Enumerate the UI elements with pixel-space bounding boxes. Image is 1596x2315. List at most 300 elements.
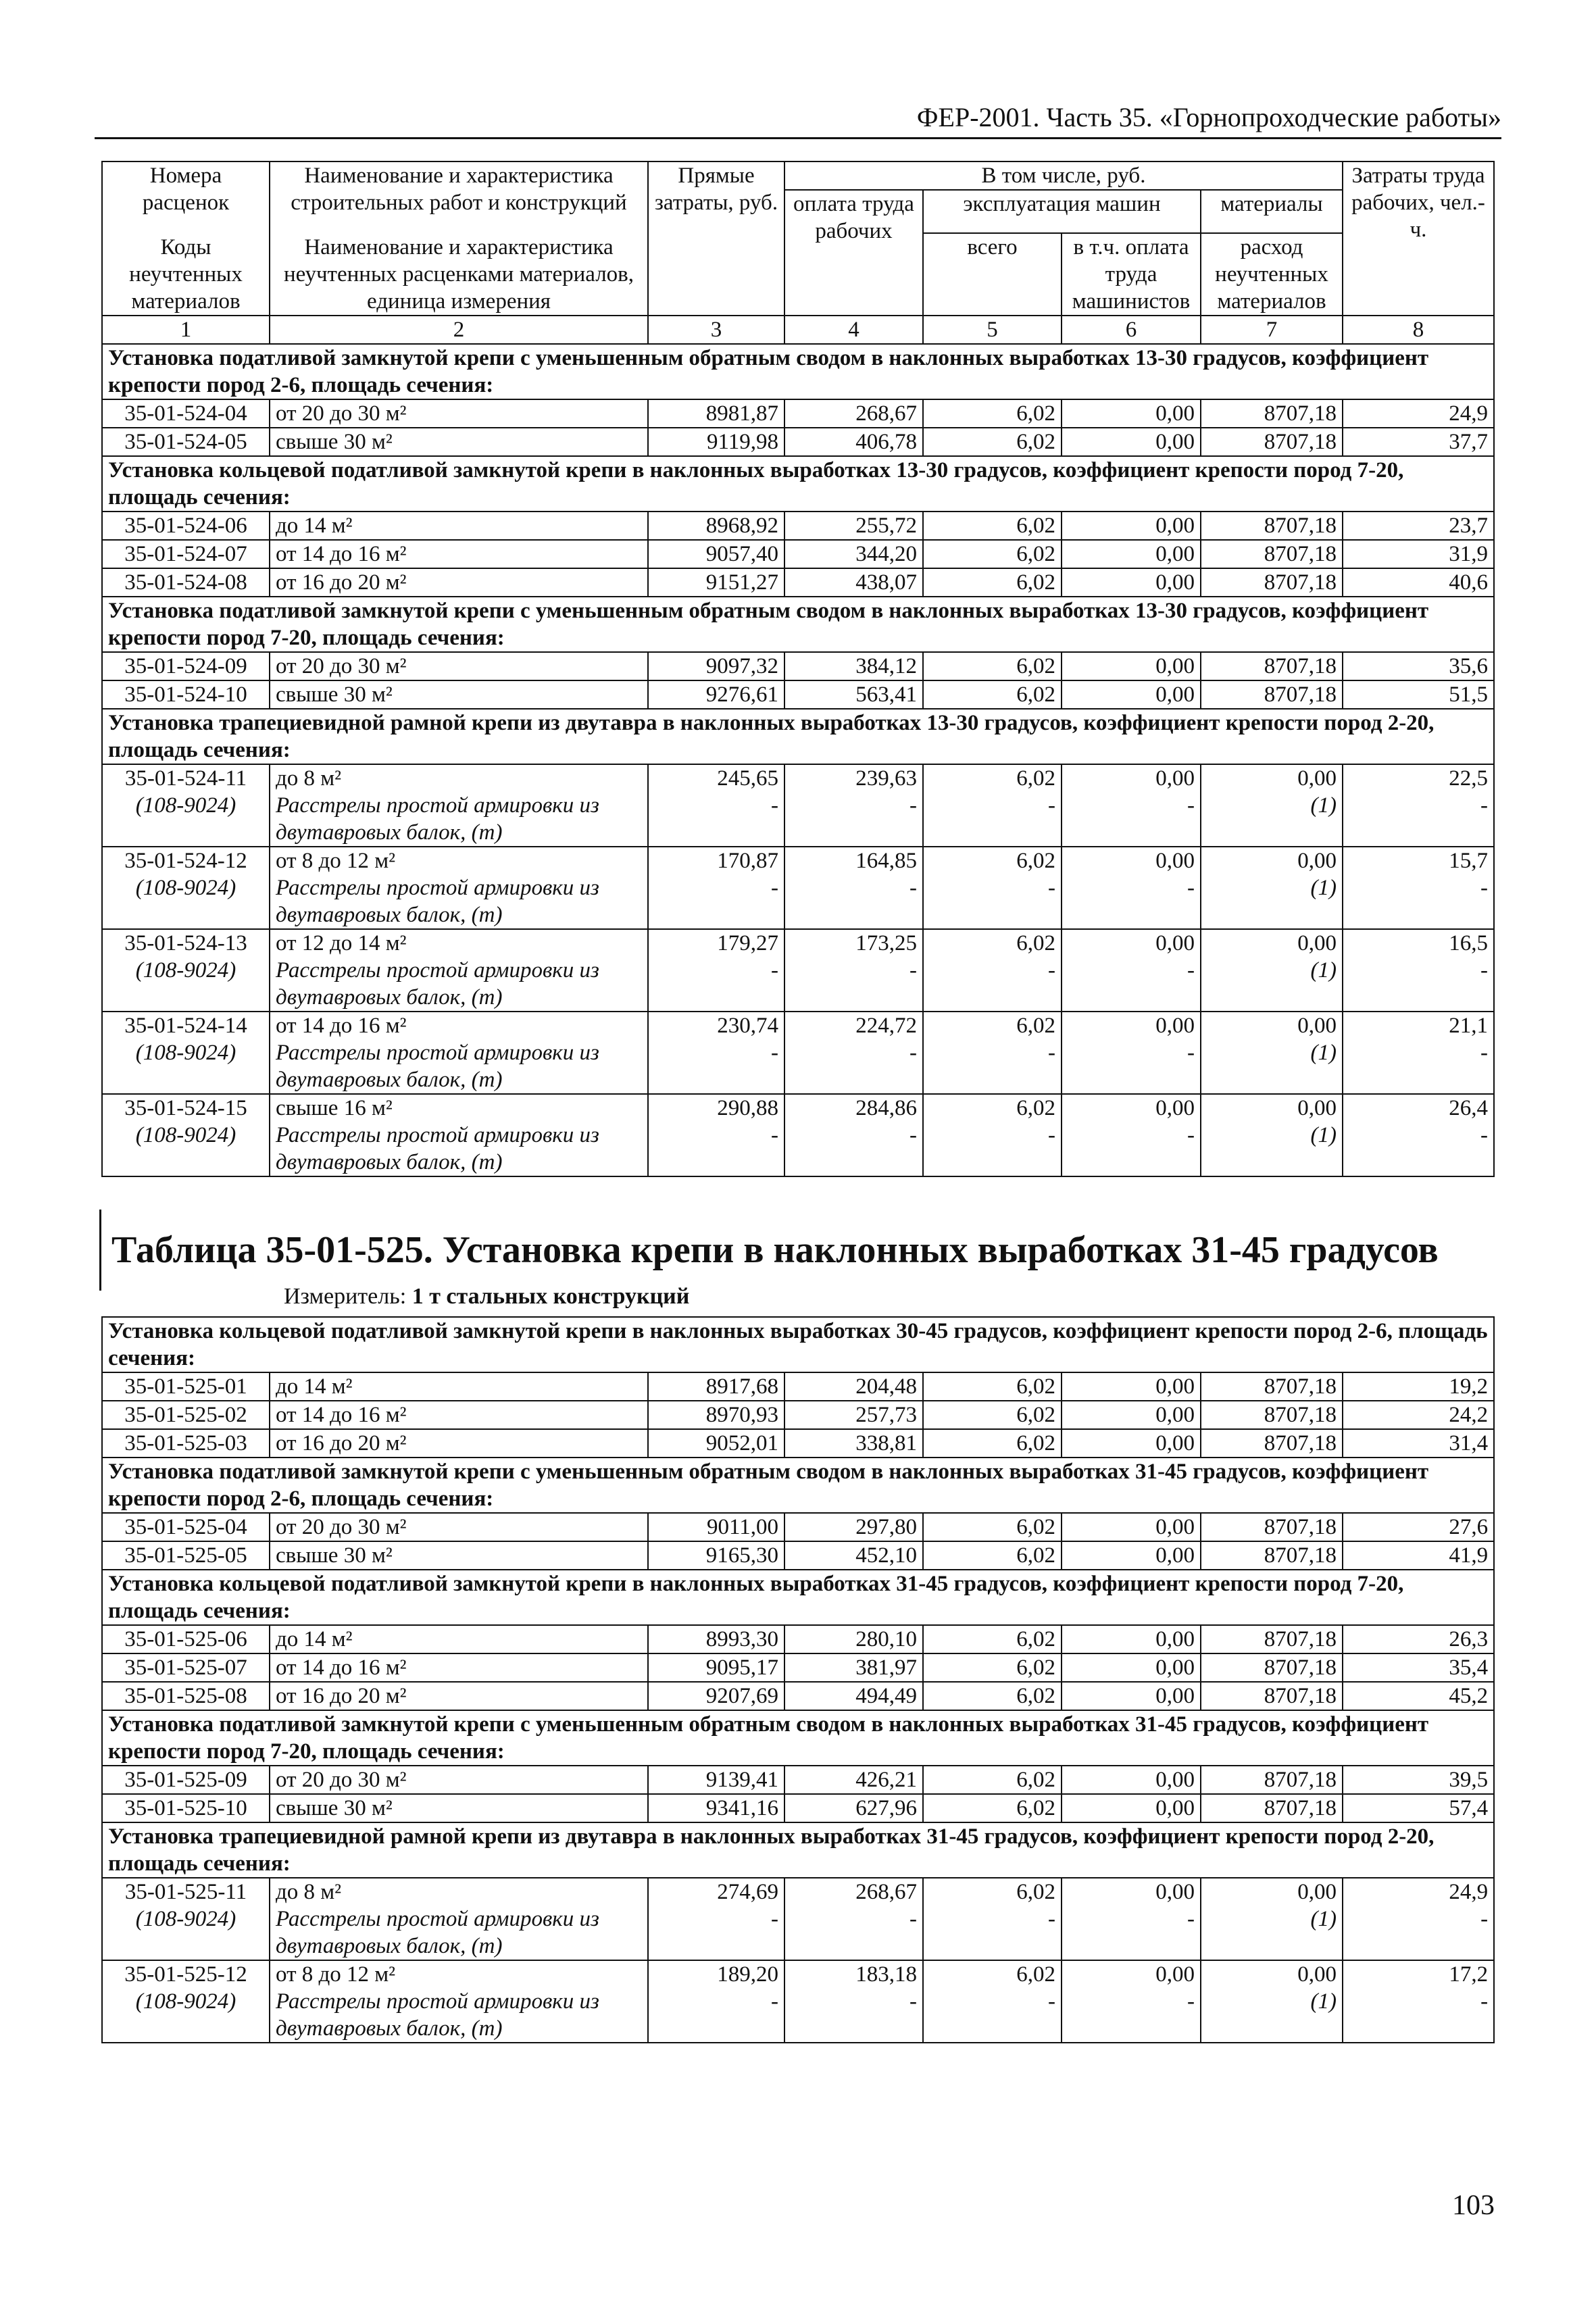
rate-row	[102, 1541, 1494, 1570]
rate-value	[923, 1541, 1062, 1570]
material-name: Расстрелы простой армировки из двутавровых балок, (т)	[276, 876, 599, 927]
rate-row	[102, 1401, 1494, 1429]
rate-value	[1062, 929, 1201, 1012]
rate-value-text: 8917,68	[705, 1374, 778, 1399]
rate-value	[1201, 1513, 1343, 1541]
rate-value-text: 0,00	[1297, 1096, 1337, 1120]
material-quantity: (1)	[1310, 1123, 1337, 1147]
rate-value	[784, 399, 923, 428]
rate-value	[784, 1625, 923, 1653]
rate-value	[1201, 1012, 1343, 1094]
header-codes-top: Номера расценок	[142, 164, 230, 215]
header-machines: эксплуатация машин	[923, 190, 1201, 233]
material-dash: -	[1480, 1123, 1489, 1147]
rate-value	[1343, 1794, 1494, 1822]
rate-value-text: 494,49	[855, 1684, 917, 1708]
rate-name-value: свыше 30 м²	[276, 1543, 393, 1568]
rate-value-text: 384,12	[855, 654, 917, 678]
rate-name	[270, 1429, 648, 1458]
rate-value	[1201, 764, 1343, 847]
section-heading-row	[102, 1822, 1494, 1878]
rate-value	[1062, 568, 1201, 597]
material-dash: -	[1187, 876, 1195, 900]
rate-value	[1201, 1625, 1343, 1653]
rate-code-value: 35-01-525-09	[124, 1768, 247, 1792]
material-dash: -	[1187, 958, 1195, 982]
rate-name	[270, 1513, 648, 1541]
rate-value-text: 297,80	[855, 1515, 917, 1539]
rate-value	[648, 1372, 784, 1401]
rate-value-text: 6,02	[1016, 514, 1055, 538]
rate-value-text: 9119,98	[706, 430, 778, 454]
rate-code-value: 35-01-525-07	[124, 1656, 247, 1680]
section-heading-row	[102, 344, 1494, 399]
rate-value	[784, 1541, 923, 1570]
rate-value	[648, 929, 784, 1012]
rate-row	[102, 1878, 1494, 1960]
rate-value-text: 8981,87	[705, 401, 778, 426]
rate-code	[102, 1878, 270, 1960]
rate-name	[270, 1012, 648, 1094]
rate-value-text: 173,25	[855, 931, 917, 955]
rate-code	[102, 929, 270, 1012]
section-heading: Установка трапециевидной рамной крепи из двутавра в наклонных выработках 31-45 градусов, коэффициент крепости пород 2-20, площадь сечения:	[102, 1822, 1494, 1878]
rate-code-value: 35-01-524-10	[124, 682, 247, 707]
rate-value-text: 0,00	[1155, 654, 1195, 678]
rate-value	[784, 1960, 923, 2043]
rate-code	[102, 1653, 270, 1682]
rate-value-text: 8707,18	[1264, 1374, 1337, 1399]
rate-value-text: 17,2	[1449, 1962, 1489, 1987]
rate-value-text: 8707,18	[1264, 1431, 1337, 1455]
rate-value-text: 0,00	[1155, 1962, 1195, 1987]
rate-name	[270, 399, 648, 428]
rate-value-text: 189,20	[717, 1962, 778, 1987]
rate-value	[1343, 1513, 1494, 1541]
rate-value-text: 344,20	[855, 542, 917, 566]
rate-value	[1062, 1653, 1201, 1682]
rate-value	[648, 1429, 784, 1458]
header-names-top: Наименование и характеристика строительных работ и конструкций	[291, 164, 627, 215]
rate-row	[102, 399, 1494, 428]
rate-code	[102, 652, 270, 680]
rate-value	[784, 1682, 923, 1710]
rate-code	[102, 1401, 270, 1429]
rate-value	[784, 764, 923, 847]
rate-value-text: 0,00	[1155, 1880, 1195, 1904]
rate-value	[923, 1766, 1062, 1794]
rate-value	[1201, 1794, 1343, 1822]
material-name: Расстрелы простой армировки из двутавровых балок, (т)	[276, 1041, 599, 1092]
rate-value-text: 563,41	[855, 682, 917, 707]
rate-value	[1343, 680, 1494, 709]
rate-code	[102, 540, 270, 568]
rate-value	[784, 1513, 923, 1541]
rate-name	[270, 1766, 648, 1794]
rate-value-text: 31,9	[1449, 542, 1489, 566]
rate-value	[1343, 399, 1494, 428]
rate-row	[102, 1429, 1494, 1458]
rate-value	[1343, 512, 1494, 540]
rate-value	[1062, 847, 1201, 929]
rate-value-text: 0,00	[1155, 931, 1195, 955]
rate-value	[1343, 1401, 1494, 1429]
margin-rule	[99, 1210, 101, 1291]
rate-value	[923, 680, 1062, 709]
rate-value-text: 9052,01	[705, 1431, 778, 1455]
rate-name	[270, 1094, 648, 1176]
rate-name-value: от 8 до 12 м²	[276, 1962, 396, 1987]
rate-value-text: 22,5	[1449, 766, 1489, 791]
rate-code	[102, 1012, 270, 1094]
rate-value-text: 15,7	[1449, 849, 1489, 873]
column-number: 5	[923, 316, 1062, 344]
rate-value-text: 6,02	[1016, 1768, 1055, 1792]
rate-value-text: 9097,32	[705, 654, 778, 678]
material-dash: -	[1048, 1041, 1055, 1065]
material-code: (108-9024)	[135, 1123, 236, 1147]
rate-value-text: 0,00	[1155, 682, 1195, 707]
material-dash: -	[1048, 1907, 1055, 1931]
material-quantity: (1)	[1310, 1907, 1337, 1931]
rate-value	[784, 1429, 923, 1458]
rate-value-text: 8707,18	[1264, 514, 1337, 538]
material-dash: -	[1048, 1123, 1055, 1147]
rate-value	[648, 1653, 784, 1682]
rate-code-value: 35-01-525-08	[124, 1684, 247, 1708]
rate-value-text: 8707,18	[1264, 1796, 1337, 1820]
material-quantity: (1)	[1310, 876, 1337, 900]
rate-value	[923, 1401, 1062, 1429]
table-title: Таблица 35-01-525. Установка крепи в наклонных выработках 31-45 градусов	[111, 1229, 1439, 1271]
rate-value	[923, 512, 1062, 540]
rate-name-value: от 20 до 30 м²	[276, 401, 407, 426]
material-dash: -	[1048, 876, 1055, 900]
rate-value-text: 6,02	[1016, 542, 1055, 566]
column-numbers-row	[102, 316, 1494, 344]
rate-name	[270, 1372, 648, 1401]
rate-code	[102, 1682, 270, 1710]
rate-value	[1062, 1541, 1201, 1570]
section-heading: Установка податливой замкнутой крепи с уменьшенным обратным сводом в наклонных выработках 13-30 градусов, коэффициент крепости пород 2-6, площадь сечения:	[102, 344, 1494, 399]
rate-value	[784, 1766, 923, 1794]
rate-name-value: от 16 до 20 м²	[276, 1684, 407, 1708]
rate-value	[923, 428, 1062, 456]
rate-value-text: 224,72	[855, 1014, 917, 1038]
rate-value	[1343, 1094, 1494, 1176]
rate-row	[102, 1625, 1494, 1653]
rate-code-value: 35-01-524-14	[124, 1014, 247, 1038]
rate-name-value: до 14 м²	[276, 514, 353, 538]
header-materials: материалы	[1201, 190, 1343, 233]
rate-value	[648, 1094, 784, 1176]
rate-value-text: 6,02	[1016, 430, 1055, 454]
rate-value	[923, 1012, 1062, 1094]
rate-value-text: 204,48	[855, 1374, 917, 1399]
column-number: 1	[102, 316, 270, 344]
rate-value-text: 9165,30	[705, 1543, 778, 1568]
rate-value-text: 6,02	[1016, 1096, 1055, 1120]
rate-value	[784, 512, 923, 540]
rate-code	[102, 1794, 270, 1822]
rate-value-text: 0,00	[1155, 430, 1195, 454]
rate-name-value: от 8 до 12 м²	[276, 849, 396, 873]
measure-label: Измеритель:	[284, 1284, 407, 1309]
rate-value-text: 6,02	[1016, 1656, 1055, 1680]
material-dash: -	[1187, 1041, 1195, 1065]
column-number: 6	[1062, 316, 1201, 344]
rate-value	[923, 1960, 1062, 2043]
rate-value	[784, 1012, 923, 1094]
rate-value-text: 8707,18	[1264, 1768, 1337, 1792]
rate-value-text: 45,2	[1449, 1684, 1489, 1708]
rate-name	[270, 929, 648, 1012]
rate-value-text: 0,00	[1155, 1014, 1195, 1038]
material-dash: -	[771, 958, 778, 982]
rate-value	[648, 1012, 784, 1094]
material-dash: -	[771, 1989, 778, 2014]
rate-value-text: 40,6	[1449, 570, 1489, 595]
rate-code-value: 35-01-524-06	[124, 514, 247, 538]
rate-value	[1062, 680, 1201, 709]
rate-row	[102, 1513, 1494, 1541]
material-dash: -	[771, 876, 778, 900]
rate-value	[1201, 568, 1343, 597]
rate-code-value: 35-01-525-03	[124, 1431, 247, 1455]
rate-row	[102, 929, 1494, 1012]
rate-code	[102, 1960, 270, 2043]
rate-value-text: 24,2	[1449, 1403, 1489, 1427]
page-number: 103	[1452, 2190, 1495, 2221]
rate-value	[1343, 540, 1494, 568]
rate-code	[102, 1541, 270, 1570]
rate-value	[1062, 1513, 1201, 1541]
rate-value	[648, 1625, 784, 1653]
header-direct-costs: Прямые затраты, руб.	[648, 161, 784, 316]
rate-value-text: 8707,18	[1264, 1627, 1337, 1651]
rate-row	[102, 764, 1494, 847]
rate-value-text: 0,00	[1155, 1543, 1195, 1568]
material-name: Расстрелы простой армировки из двутавровых балок, (т)	[276, 793, 599, 845]
rate-value	[1201, 1653, 1343, 1682]
rate-value-text: 0,00	[1155, 514, 1195, 538]
rate-row	[102, 1094, 1494, 1176]
material-dash: -	[771, 793, 778, 818]
rate-name	[270, 1541, 648, 1570]
rate-row	[102, 540, 1494, 568]
rate-value	[1343, 1653, 1494, 1682]
material-code: (108-9024)	[135, 1907, 236, 1931]
material-dash: -	[909, 1989, 917, 2014]
rate-value	[923, 1094, 1062, 1176]
material-dash: -	[909, 793, 917, 818]
rate-value-text: 8707,18	[1264, 401, 1337, 426]
rate-row	[102, 652, 1494, 680]
material-dash: -	[1480, 958, 1489, 982]
rate-value	[784, 428, 923, 456]
rate-name-value: от 14 до 16 м²	[276, 1656, 407, 1680]
material-name: Расстрелы простой армировки из двутавровых балок, (т)	[276, 958, 599, 1010]
material-code: (108-9024)	[135, 1989, 236, 2014]
material-dash: -	[909, 1123, 917, 1147]
rate-row	[102, 568, 1494, 597]
rate-value-text: 6,02	[1016, 1515, 1055, 1539]
rate-value	[923, 568, 1062, 597]
material-dash: -	[909, 876, 917, 900]
rate-row	[102, 512, 1494, 540]
rate-value	[648, 680, 784, 709]
rate-value	[923, 1794, 1062, 1822]
rate-value	[1201, 847, 1343, 929]
rate-value	[784, 1653, 923, 1682]
rate-value-text: 0,00	[1155, 1515, 1195, 1539]
rate-value	[648, 512, 784, 540]
rate-code	[102, 1766, 270, 1794]
rate-value	[1343, 1541, 1494, 1570]
section-heading-row	[102, 709, 1494, 764]
section-heading: Установка податливой замкнутой крепи с уменьшенным обратным сводом в наклонных выработках 31-45 градусов, коэффициент крепости пород 2-6, площадь сечения:	[102, 1458, 1494, 1513]
rate-value-text: 9057,40	[705, 542, 778, 566]
rate-value	[648, 1878, 784, 1960]
rate-value-text: 37,7	[1449, 430, 1489, 454]
section-heading-row	[102, 1570, 1494, 1625]
rate-value-text: 51,5	[1449, 682, 1489, 707]
material-dash: -	[909, 1907, 917, 1931]
rate-value-text: 6,02	[1016, 931, 1055, 955]
rate-name	[270, 1625, 648, 1653]
rate-code	[102, 399, 270, 428]
header-row-1	[102, 161, 1494, 190]
material-code: (108-9024)	[135, 876, 236, 900]
rate-value-text: 6,02	[1016, 682, 1055, 707]
rate-value-text: 6,02	[1016, 1684, 1055, 1708]
rate-row	[102, 1766, 1494, 1794]
rate-value	[1201, 1682, 1343, 1710]
rate-value	[1343, 652, 1494, 680]
rate-name-value: от 14 до 16 м²	[276, 1014, 407, 1038]
rate-value-text: 274,69	[717, 1880, 778, 1904]
rates-table-524	[101, 161, 1495, 1177]
rate-value	[1201, 399, 1343, 428]
rate-row	[102, 1794, 1494, 1822]
material-dash: -	[1048, 793, 1055, 818]
rate-value-text: 6,02	[1016, 654, 1055, 678]
rate-code-value: 35-01-525-04	[124, 1515, 247, 1539]
rate-value	[1062, 512, 1201, 540]
rate-name-value: от 12 до 14 м²	[276, 931, 407, 955]
rate-name-value: от 20 до 30 м²	[276, 654, 407, 678]
column-number: 3	[648, 316, 784, 344]
rate-value	[648, 1513, 784, 1541]
rate-value	[1201, 1541, 1343, 1570]
rates-table-525	[101, 1316, 1495, 2043]
rate-value-text: 0,00	[1155, 1431, 1195, 1455]
header-machines-total: всего	[923, 233, 1062, 316]
rate-value-text: 0,00	[1155, 401, 1195, 426]
measure-value: 1 т стальных конструкций	[412, 1284, 690, 1309]
rate-value-text: 8993,30	[705, 1627, 778, 1651]
rate-value-text: 290,88	[717, 1096, 778, 1120]
material-dash: -	[1480, 1989, 1489, 2014]
rate-value-text: 8707,18	[1264, 1656, 1337, 1680]
rate-value-text: 8707,18	[1264, 542, 1337, 566]
rate-value	[1201, 1766, 1343, 1794]
rate-value-text: 6,02	[1016, 1543, 1055, 1568]
rate-value-text: 0,00	[1155, 542, 1195, 566]
rate-name	[270, 847, 648, 929]
rate-value	[923, 1682, 1062, 1710]
rate-value-text: 23,7	[1449, 514, 1489, 538]
rate-name-value: от 14 до 16 м²	[276, 1403, 407, 1427]
rate-value	[1343, 1012, 1494, 1094]
rate-value-text: 452,10	[855, 1543, 917, 1568]
material-dash: -	[1048, 958, 1055, 982]
material-dash: -	[771, 1907, 778, 1931]
rate-value-text: 6,02	[1016, 1431, 1055, 1455]
rate-value	[784, 1794, 923, 1822]
rate-value-text: 24,9	[1449, 1880, 1489, 1904]
rate-value-text: 6,02	[1016, 1403, 1055, 1427]
rate-value	[784, 568, 923, 597]
rate-value	[1201, 680, 1343, 709]
section-heading-row	[102, 1458, 1494, 1513]
rate-name-value: от 14 до 16 м²	[276, 542, 407, 566]
section-heading: Установка трапециевидной рамной крепи из двутавра в наклонных выработках 13-30 градусов, коэффициент крепости пород 2-20, площадь сечения:	[102, 709, 1494, 764]
rate-value	[648, 1541, 784, 1570]
rate-value	[648, 568, 784, 597]
rate-value	[1201, 1372, 1343, 1401]
rate-row	[102, 1372, 1494, 1401]
rate-name	[270, 568, 648, 597]
column-number: 2	[270, 316, 648, 344]
rate-value-text: 230,74	[717, 1014, 778, 1038]
rate-value	[1201, 1878, 1343, 1960]
rate-value-text: 41,9	[1449, 1543, 1489, 1568]
rate-value	[1343, 847, 1494, 929]
header-materials-usage: расход неучтенных материалов	[1201, 233, 1343, 316]
rate-value-text: 31,4	[1449, 1431, 1489, 1455]
rate-value-text: 9207,69	[705, 1684, 778, 1708]
rate-value	[648, 1960, 784, 2043]
rate-value	[648, 540, 784, 568]
rate-value	[923, 929, 1062, 1012]
rate-name	[270, 764, 648, 847]
rate-value	[1343, 1878, 1494, 1960]
rate-value-text: 406,78	[855, 430, 917, 454]
rate-value-text: 16,5	[1449, 931, 1489, 955]
rate-value-text: 426,21	[855, 1768, 917, 1792]
rate-code	[102, 847, 270, 929]
section-heading: Установка кольцевой податливой замкнутой крепи в наклонных выработках 31-45 градусов, коэффициент крепости пород 7-20, площадь сечения:	[102, 1570, 1494, 1625]
rate-name	[270, 428, 648, 456]
rate-value	[648, 428, 784, 456]
rate-value	[923, 1625, 1062, 1653]
rate-value	[648, 399, 784, 428]
rate-value-text: 338,81	[855, 1431, 917, 1455]
material-quantity: (1)	[1310, 793, 1337, 818]
rate-code-value: 35-01-525-11	[124, 1880, 247, 1904]
rate-value-text: 57,4	[1449, 1796, 1489, 1820]
header-names-bottom: Наименование и характеристика неучтенных расценками материалов, единица измерения	[283, 235, 634, 314]
rate-value	[1343, 1960, 1494, 2043]
rate-value-text: 9341,16	[705, 1796, 778, 1820]
rate-value-text: 0,00	[1155, 1403, 1195, 1427]
rate-value	[1062, 1878, 1201, 1960]
rate-value	[1062, 1960, 1201, 2043]
rate-value	[1062, 1094, 1201, 1176]
section-heading-row	[102, 1317, 1494, 1372]
rate-value	[1201, 652, 1343, 680]
